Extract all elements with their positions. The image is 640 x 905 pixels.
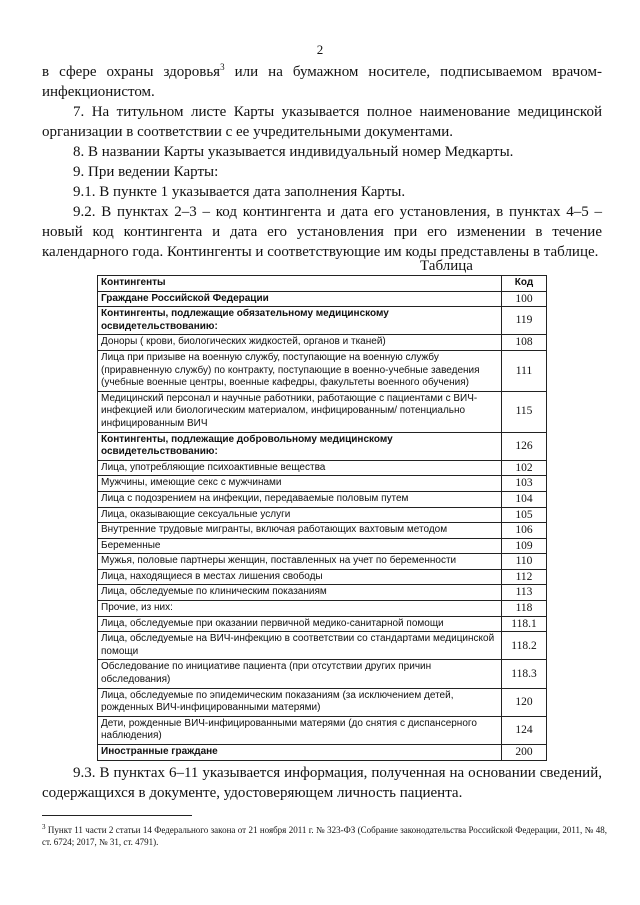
row-code: 200 [502,745,547,761]
row-label: Лица, обследуемые по эпидемическим показаниям (за исключением детей, рожденных ВИЧ-инфицированными матерями) [98,688,502,716]
paragraph-9-2: 9.2. В пунктах 2–3 – код контингента и дата его установления, в пунктах 4–5 – новый код контингента и дата его установления при его изменении в течение календарного года. Контингенты и соответствующие им коды представлены в таблице. [42,204,602,260]
row-code: 104 [502,491,547,507]
table-row [98,350,547,391]
table-row [98,601,547,617]
table-row [98,569,547,585]
row-code: 124 [502,716,547,744]
footnote-reference: 3 [220,62,225,72]
row-label: Лица, обследуемые на ВИЧ-инфекцию в соответствии со стандартами медицинской помощи [98,632,502,660]
paragraph-9: 9. При ведении Карты: [73,164,219,180]
table-row [98,460,547,476]
row-label: Мужчины, имеющие секс с мужчинами [98,476,502,492]
row-code: 120 [502,688,547,716]
table-row [98,632,547,660]
paragraph-continuation [42,62,602,102]
table-row [98,307,547,335]
row-code: 115 [502,391,547,432]
paragraph-continuation-text-2: или на бумажном носителе, подписываемом врачом-инфекционистом. [42,64,602,100]
row-code: 106 [502,523,547,539]
table-row [98,716,547,744]
table-row [98,335,547,351]
table-row [98,391,547,432]
row-code: 112 [502,569,547,585]
table-row [98,538,547,554]
table-row [98,745,547,761]
row-label: Граждане Российской Федерации [98,291,502,307]
table-row [98,491,547,507]
contingents-table [97,275,547,761]
row-label: Контингенты, подлежащие обязательному медицинскому освидетельствованию: [98,307,502,335]
table-header-row [98,276,547,292]
table-row [98,291,547,307]
row-label: Медицинский персонал и научные работники, работающие с пациентами с ВИЧ-инфекцией или биологическим материалом, инфицированным/ потенциально инфицированным ВИЧ [98,391,502,432]
header-code: Код [502,276,547,292]
row-code: 102 [502,460,547,476]
row-label: Лица, находящиеся в местах лишения свободы [98,569,502,585]
table-row [98,688,547,716]
footnote [42,821,607,848]
row-code: 126 [502,432,547,460]
row-code: 118.3 [502,660,547,688]
table-row [98,432,547,460]
row-label: Лица, обследуемые при оказании первичной медико-санитарной помощи [98,616,502,632]
paragraph-9-3: 9.3. В пунктах 6–11 указывается информация, полученная на основании сведений, содержащихся в документе, удостоверяющем личность пациента. [42,765,602,801]
row-code: 105 [502,507,547,523]
row-code: 113 [502,585,547,601]
paragraph-continuation-text: в сфере охраны здоровья [42,64,221,80]
row-label: Внутренние трудовые мигранты, включая работающих вахтовым методом [98,523,502,539]
row-label: Лица при призыве на военную службу, поступающие на военную службу (приравненную службу) по контракту, поступающие в военно-учебные заведения (учебные военные центры, военные кафедры, факультеты военного обучения) [98,350,502,391]
table-caption: Таблица [420,258,473,274]
body-text [42,62,602,262]
row-label: Беременные [98,538,502,554]
row-code: 118 [502,601,547,617]
row-label: Лица с подозрением на инфекции, передаваемые половым путем [98,491,502,507]
table-row [98,554,547,570]
row-label: Лица, обследуемые по клиническим показаниям [98,585,502,601]
after-table-text [42,763,602,803]
row-label: Иностранные граждане [98,745,502,761]
row-label: Обследование по инициативе пациента (при отсутствии других причин обследования) [98,660,502,688]
table-row [98,660,547,688]
table-row [98,616,547,632]
row-label: Мужья, половые партнеры женщин, поставленных на учет по беременности [98,554,502,570]
paragraph-7: 7. На титульном листе Карты указывается полное наименование медицинской организации в соответствии с ее учредительными документами. [42,104,602,140]
row-code: 110 [502,554,547,570]
row-code: 118.1 [502,616,547,632]
row-label: Прочие, из них: [98,601,502,617]
row-code: 108 [502,335,547,351]
row-code: 103 [502,476,547,492]
table-row [98,585,547,601]
row-label: Доноры ( крови, биологических жидкостей, органов и тканей) [98,335,502,351]
footnote-separator [42,815,192,816]
row-label: Контингенты, подлежащие добровольному медицинскому освидетельствованию: [98,432,502,460]
row-label: Лица, оказывающие сексуальные услуги [98,507,502,523]
page-number: 2 [316,42,324,57]
footnote-text: Пункт 11 части 2 статьи 14 Федерального закона от 21 ноября 2011 г. № 323-ФЗ (Собрание законодательства Российской Федерации, 2011, № 48, ст. 6724; 2017, № 31, ст. 4791). [42,825,607,847]
table-row [98,523,547,539]
table-row [98,507,547,523]
row-code: 111 [502,350,547,391]
footnote-mark: 3 [42,823,46,831]
paragraph-9-1: 9.1. В пункте 1 указывается дата заполнения Карты. [73,184,406,200]
paragraph-8: 8. В названии Карты указывается индивидуальный номер Медкарты. [73,144,514,160]
row-label: Дети, рожденные ВИЧ-инфицированными матерями (до снятия с диспансерного наблюдения) [98,716,502,744]
row-code: 119 [502,307,547,335]
table-row [98,476,547,492]
row-code: 109 [502,538,547,554]
header-contingent: Контингенты [98,276,502,292]
row-code: 100 [502,291,547,307]
row-code: 118.2 [502,632,547,660]
row-label: Лица, употребляющие психоактивные вещества [98,460,502,476]
